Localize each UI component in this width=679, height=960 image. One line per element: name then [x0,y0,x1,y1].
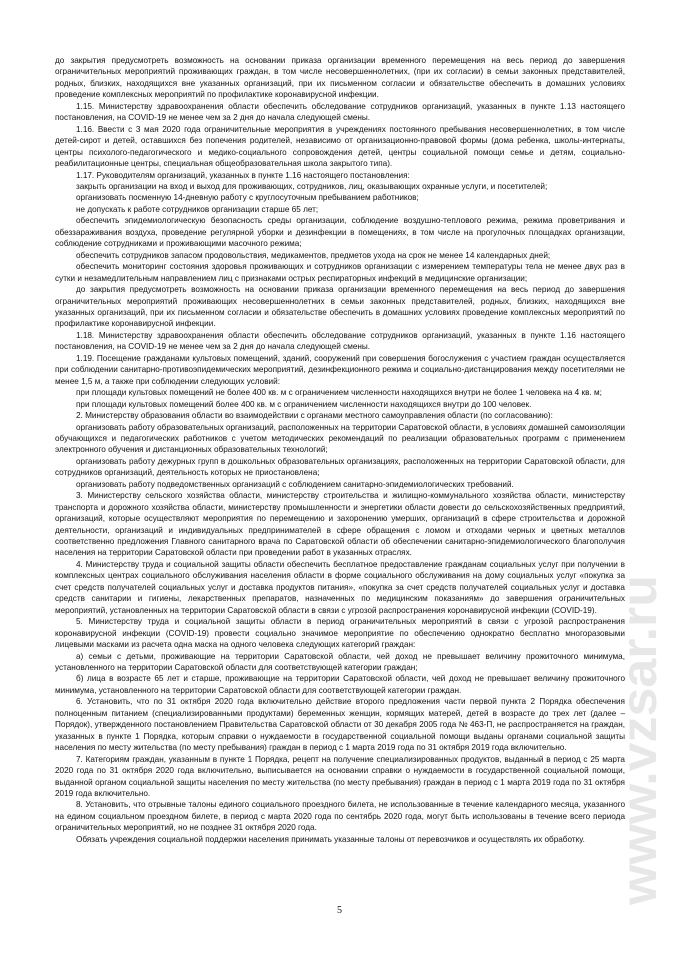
paragraph: 1.18. Министерству здравоохранения области обеспечить обследование сотрудников организаций, указанных в пункте 1.16 настоящего постановления, на COVID-19 не менее чем за 2 дня до начала следующей смены. [55,330,625,352]
paragraph: обеспечить мониторинг состояния здоровья проживающих и сотрудников организации с измерением температуры тела не менее двух раз в сутки и незамедлительным направлением лиц с признаками острых респираторных инфекций в медицинские организации; [55,262,625,283]
paragraph: б) лица в возрасте 65 лет и старше, проживающие на территории Саратовской области, чей доход не превышает величину прожиточного минимума, установленного на территории Саратовской области для соответствующей категории граждан. [55,674,625,695]
paragraph: организовать работу образовательных организаций, расположенных на территории Саратовской области, в условиях домашней самоизоляции обучающихся и педагогических работников с учетом методических рекомендаций по реализации образовательных программ с применением электронного обучения и дистанционных образовательных технологий; [55,422,625,455]
paragraph: 1.16. Ввести с 3 мая 2020 года ограничительные мероприятия в учреждениях постоянного пребывания несовершеннолетних, в том числе детей-сирот и детей, оставшихся без попечения родителей, независимо от организационно-правовой формы (дома ребенка, школы-интернаты, центры психолого-педагогического и медико-социального сопровождения детей, центры социальной помощи семье и детям, социально-реабилитационные центры, специальная общеобразовательная школа закрытого типа). [55,124,625,169]
paragraph: организовать посменную 14-дневную работу с круглосуточным пребыванием работников; [76,193,419,203]
paragraph: закрыть организации на вход и выход для проживающих, сотрудников, лиц, оказывающих охранные услуги, и посетителей; [76,181,548,191]
paragraph: 1.19. Посещение гражданами культовых помещений, зданий, сооружений при совершения богослужения с участием граждан осуществляется при соблюдении санитарно-противоэпидемических мероприятий, дезинфекционного режима и социально-дистанцирования между посетителями не менее 1,5 м, а также при соблюдении следующих условий: [55,353,625,386]
paragraph: организовать работу дежурных групп в дошкольных образовательных организациях, расположенных на территории Саратовской области, для сотрудников организаций, деятельность которых не приостановлена; [55,456,625,478]
paragraph: обеспечить эпидемиологическую безопасность среды организации, соблюдение воздушно-теплового режима, режима проветривания и обеззараживания воздуха, проведение регулярной уборки и дезинфекции в помещениях, в том числе на прогулочных площадках организации, соблюдение сотрудниками и проживающими масочного режима; [55,216,625,249]
paragraph: до закрытия предусмотреть возможность на основании приказа организации временного перемещения на весь период до завершения ограничительных мероприятий проживающих граждан, в том числе несовершеннолетних, (при их согласии) в семьи законных представителей, родных, близких, находящихся вне указанных организаций, при их письменном согласии и обязательстве обеспечить в домашних условиях проведение комплексных мероприятий по профилактике коронавирусной инфекции. [55,56,625,100]
paragraph: 1.15. Министерству здравоохранения области обеспечить обследование сотрудников организаций, указанных в пункте 1.13 настоящего постановления, на COVID-19 не менее чем за 2 дня до начала следующей смены. [55,101,625,123]
paragraph: а) семьи с детьми, проживающие на территории Саратовской области, чей доход не превышает величину прожиточного минимума, установленного на территории Саратовской области для соответствующей категории граждан; [55,651,625,673]
paragraph: 3. Министерству сельского хозяйства области, министерству строительства и жилищно-коммунального хозяйства области, министерству транспорта и дорожного хозяйства области, министерству промышленности и энергетики области довести до сельскохозяйственных предприятий, организаций, которые осуществляют мероприятия по перемещению и захоронению умерших, организаций в сфере строительства и дорожной деятельности, организаций и индивидуальных предпринимателей в сфере обращения с ломом и отходами черных и цветных металлов соответственно предложения Главного санитарного врача по Саратовской области об обеспечении санитарно-эпидемиологического благополучия населения на территории Саратовской области при проведении работ в указанных отраслях. [55,491,625,558]
paragraph: 4. Министерству труда и социальной защиты области обеспечить бесплатное предоставление гражданам социальных услуг при получении в комплексных центрах социального обслуживания населения области в форме социального обслуживания на дому социальных услуг «покупка за счет средств получателей социальных услуг и доставка продуктов питания», «покупка за счет средств получателей социальных услуг и доставка средств санитарии и гигиены, лекарственных препаратов, назначенных по медицинским показаниям» до завершения ограничительных мероприятий, установленных на территории Саратовской области в связи с угрозой распространения коронавирусной инфекции (COVID-19). [55,559,625,615]
paragraph: 1.17. Руководителям организаций, указанных в пункте 1.16 настоящего постановления: [76,170,410,180]
paragraph: 5. Министерству труда и социальной защиты области в период ограничительных мероприятий в связи с угрозой распространения коронавирусной инфекции (COVID-19) провести социально значимое мероприятие по обеспечению однократно бесплатно многоразовыми лицевыми масками из расчета одна маска на одного человека следующих категорий граждан: [55,617,625,650]
paragraph: до закрытия предусмотреть возможность на основании приказа организации временного перемещения на весь период до завершения ограничительных мероприятий проживающих несовершеннолетних в семьи законных представителей, родных, близких, находящихся вне указанных организаций, при их письменном согласии и обязательстве обеспечить в домашних условиях проведение комплексных мероприятий по профилактике коронавирусной инфекции. [55,285,625,329]
paragraph: 2. Министерству образования области во взаимодействии с органами местного самоуправления области (по согласованию): [76,411,553,421]
document-body [55,55,625,845]
paragraph: при площади культовых помещений не более 400 кв. м с ограничением численности находящихся внутри не более 1 человека на 4 кв. м; [76,388,602,398]
paragraph: обеспечить сотрудников запасом продовольствия, медикаментов, предметов ухода на срок не менее 14 календарных дней; [76,250,551,260]
paragraph: 7. Категориям граждан, указанным в пункте 1 Порядка, рецепт на получение специализированных продуктов, выданный в период с 25 марта 2020 года по 31 октября 2020 года включительно, выписывается на основании справки о нуждаемости в государственной социальной помощи, выданной органом социальной защиты населения по месту жительства (по месту пребывания) граждан в период с 1 марта 2019 года по 31 октября 2019 года включительно. [55,754,625,798]
paragraph: 8. Установить, что отрывные талоны единого социального проездного билета, не использованные в течение календарного месяца, указанного на едином социальном проездном билете, в период с марта 2020 года по сентябрь 2020 года, могут быть использованы в течение всего периода ограничительных мероприятий, но не позднее 31 октября 2020 года. [55,800,625,833]
paragraph: не допускать к работе сотрудников организации старше 65 лет; [76,204,319,214]
paragraph: Обязать учреждения социальной поддержки населения принимать указанные талоны от перевозчиков и осуществлять их обработку. [76,834,585,844]
paragraph: 6. Установить, что по 31 октября 2020 года включительно действие второго предложения части первой пункта 2 Порядка обеспечения полноценным питанием (специализированными продуктами) беременных женщин, кормящих матерей, детей в возрасте до трех лет (далее – Порядок), утвержденного постановлением Правительства Саратовской области от 30 декабря 2005 года № 463-П, не распространяется на граждан, указанных в пункте 1 Порядка, которым справки о нуждаемости в государственной социальной помощи выданы органами социальной защиты населения по месту жительства (по месту пребывания) граждан в период с 1 марта 2019 года по 31 октября 2019 года включительно. [55,697,625,753]
paragraph: при площади культовых помещений более 400 кв. м с ограничением численности находящихся внутри до 100 человек. [76,399,532,409]
watermark-text: www.vzsar.ru [611,587,667,905]
page-number: 5 [337,905,342,916]
paragraph: организовать работу подведомственных организаций с соблюдением санитарно-эпидемиологических требований. [76,479,514,489]
